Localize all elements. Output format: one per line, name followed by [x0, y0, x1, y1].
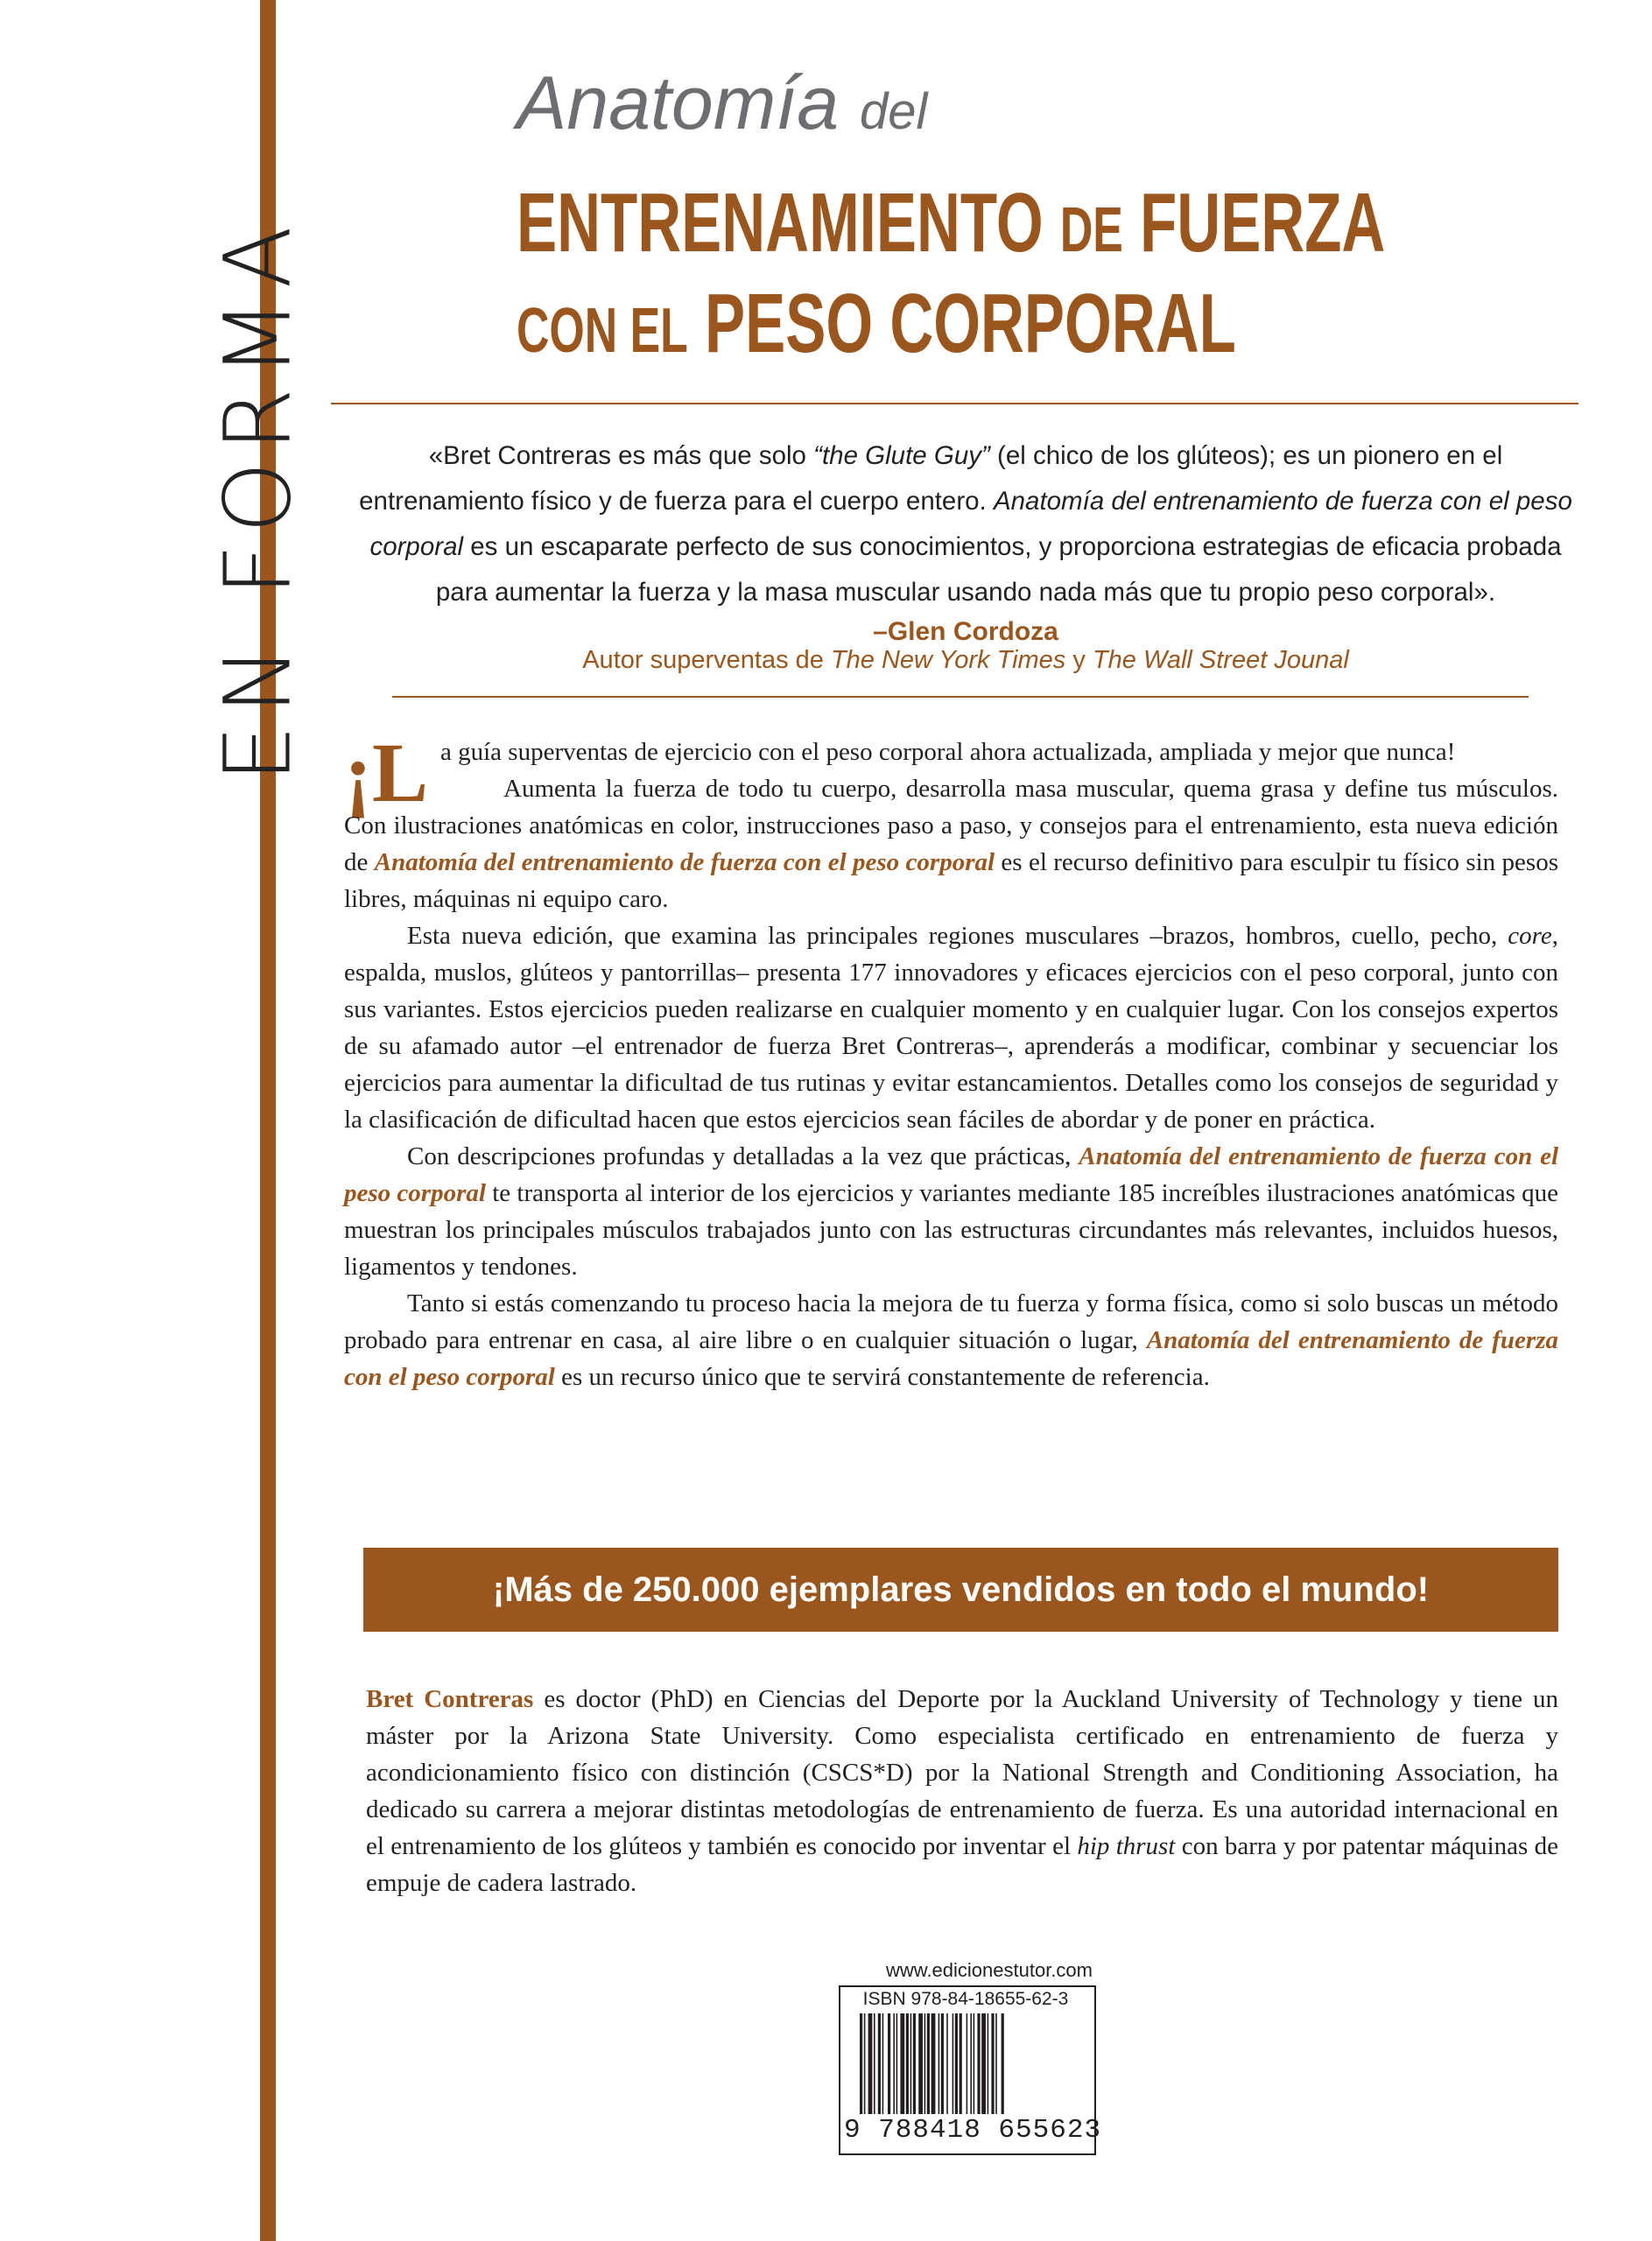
barcode-bar	[888, 2013, 890, 2114]
barcode-bar	[931, 2013, 936, 2114]
barcode-bar	[981, 2013, 986, 2114]
title-line-2	[517, 276, 1236, 372]
divider-middle	[392, 696, 1529, 698]
title-line-1	[517, 175, 1385, 271]
title-de: DE	[1059, 195, 1123, 265]
barcode-bar	[977, 2013, 980, 2114]
barcode-bar	[988, 2013, 989, 2114]
barcode-bar	[868, 2013, 873, 2114]
barcode-bar	[882, 2013, 884, 2114]
quote-author: –Glen Cordoza	[873, 617, 1058, 646]
barcode-bar	[941, 2013, 944, 2114]
sales-banner: ¡Más de 250.000 ejemplares vendidos en todo el mundo!	[363, 1548, 1558, 1632]
paragraph-4: Con descripciones profundas y detalladas a la vez que prácticas, Anatomía del entrenamiento de fuerza con el peso corporal te transporta al interior de los ejercicios y variantes mediante 185 increíbles ilustraciones anatómicas que muestran los principales músculos trabajados junto con las estructuras circundantes más relevantes, incluidos huesos, ligamentos y tendones.	[344, 1142, 1559, 1281]
barcode-bar	[967, 2013, 968, 2114]
barcode-bar	[896, 2013, 898, 2114]
divider-top	[331, 403, 1578, 404]
paragraph-2: Aumenta la fuerza de todo tu cuerpo, desarrolla masa muscular, quema grasa y define tus músculos. Con ilustraciones anatómicas en color, instrucciones paso a paso, y consejos para el entrenamiento, esta nueva edición de Anatomía del entrenamiento de fuerza con el peso corporal es el recurso definitivo para esculpir tu físico sin pesos libres, máquinas ni equipo caro.	[344, 775, 1558, 913]
barcode-bars	[860, 2013, 1079, 2123]
barcode-bar	[906, 2013, 909, 2114]
paragraph-1: ¡L a guía superventas de ejercicio con el peso corporal ahora actualizada, ampliada y mejor que nunca!	[344, 726, 1456, 819]
barcode-bar	[860, 2013, 862, 2114]
barcode	[839, 1985, 1102, 2155]
title-top	[517, 61, 1480, 145]
barcode-bar	[927, 2013, 930, 2114]
barcode-bar	[878, 2013, 881, 2114]
barcode-bar	[946, 2013, 948, 2114]
barcode-bar	[864, 2013, 866, 2114]
barcode-bar	[953, 2013, 954, 2114]
barcode-bar	[1002, 2013, 1004, 2114]
paragraph-5: Tanto si estás comenzando tu proceso hacia la mejora de tu fuerza y forma física, como si solo buscas un método probado para entrenar en casa, al aire libre o en cualquier situación o lugar, Anatomía del entrenamiento de fuerza con el peso corporal es un recurso único que te servirá constantemente de referencia.	[344, 1289, 1558, 1391]
author-role: Autor superventas de The New York Times y The Wall Street Jounal	[582, 646, 1349, 674]
series-label	[205, 92, 313, 906]
title-anatomia: Anatomía	[517, 61, 840, 145]
barcode-bar	[938, 2013, 940, 2114]
ean-number: 9 788418 655623	[844, 2115, 1102, 2146]
barcode-bar	[970, 2013, 972, 2114]
title-del: del	[860, 83, 928, 140]
author-name: Bret Contreras	[366, 1685, 534, 1713]
title-entrenamiento: ENTRENAMIENTO	[517, 176, 1044, 270]
barcode-bar	[910, 2013, 912, 2114]
barcode-bar	[924, 2013, 926, 2114]
barcode-bar	[893, 2013, 895, 2114]
isbn-text: ISBN 978-84-18655-62-3	[862, 1989, 1069, 2009]
barcode-bar	[918, 2013, 923, 2114]
barcode-bar	[974, 2013, 975, 2114]
barcode-bar	[995, 2013, 997, 2114]
barcode-bar	[913, 2013, 916, 2114]
barcode-bar	[900, 2013, 904, 2114]
barcode-bar	[955, 2013, 958, 2114]
title-fuerza: FUERZA	[1140, 176, 1386, 270]
author-bio: Bret Contreras es doctor (PhD) en Ciencias del Deporte por la Auckland University of Technology y tiene un máster por la Arizona State University. Como especialista certificado en entrenamiento de fuerza y acondicionamiento físico con distinción (CSCS*D) por la National Strength and Conditioning Association, ha dedicado su carrera a mejorar distintas metodologías de entrenamiento de fuerza. Es una autoridad internacional en el entrenamiento de los glúteos y también es conocido por inventar el hip thrust con barra y por patentar máquinas de empuje de cadera lastrado.	[366, 1685, 1559, 1897]
title-peso-corporal: PESO CORPORAL	[705, 277, 1236, 370]
description	[344, 726, 1559, 1395]
publisher-website: www.edicionestutor.com	[886, 1959, 1093, 1981]
barcode-bar	[874, 2013, 875, 2114]
title-con-el: CON EL	[517, 296, 688, 366]
series-text: EN FORMA	[205, 215, 313, 783]
barcode-bar	[960, 2013, 962, 2114]
endorsement-quote: «Bret Contreras es más que solo “the Glute Guy” (el chico de los glúteos); es un pionero en el entrenamiento físico y de fuerza para el cuerpo entero. Anatomía del entrenamiento de fuerza con el peso corporal es un escaparate perfecto de sus conocimientos, y proporciona estrategias de eficacia probada para aumentar la fuerza y la masa muscular usando nada más que tu propio peso corporal».	[359, 441, 1572, 607]
barcode-bar	[991, 2013, 994, 2114]
dropcap: ¡L	[344, 726, 428, 819]
paragraph-3: Esta nueva edición, que examina las principales regiones musculares –brazos, hombros, cuello, pecho, core, espalda, muslos, glúteos y pantorrillas– presenta 177 innovadores y eficaces ejercicios con el peso corporal, junto con sus variantes. Estos ejercicios pueden realizarse en cualquier momento y en cualquier lugar. Con los consejos expertos de su afamado autor –el entrenador de fuerza Bret Contreras–, aprenderás a modificar, combinar y secuenciar los ejercicios para aumentar la dificultad de tus rutinas y evitar estancamientos. Detalles como los consejos de seguridad y la clasificación de dificultad hacen que estos ejercicios sean fáciles de abordar y de poner en práctica.	[344, 922, 1558, 1134]
